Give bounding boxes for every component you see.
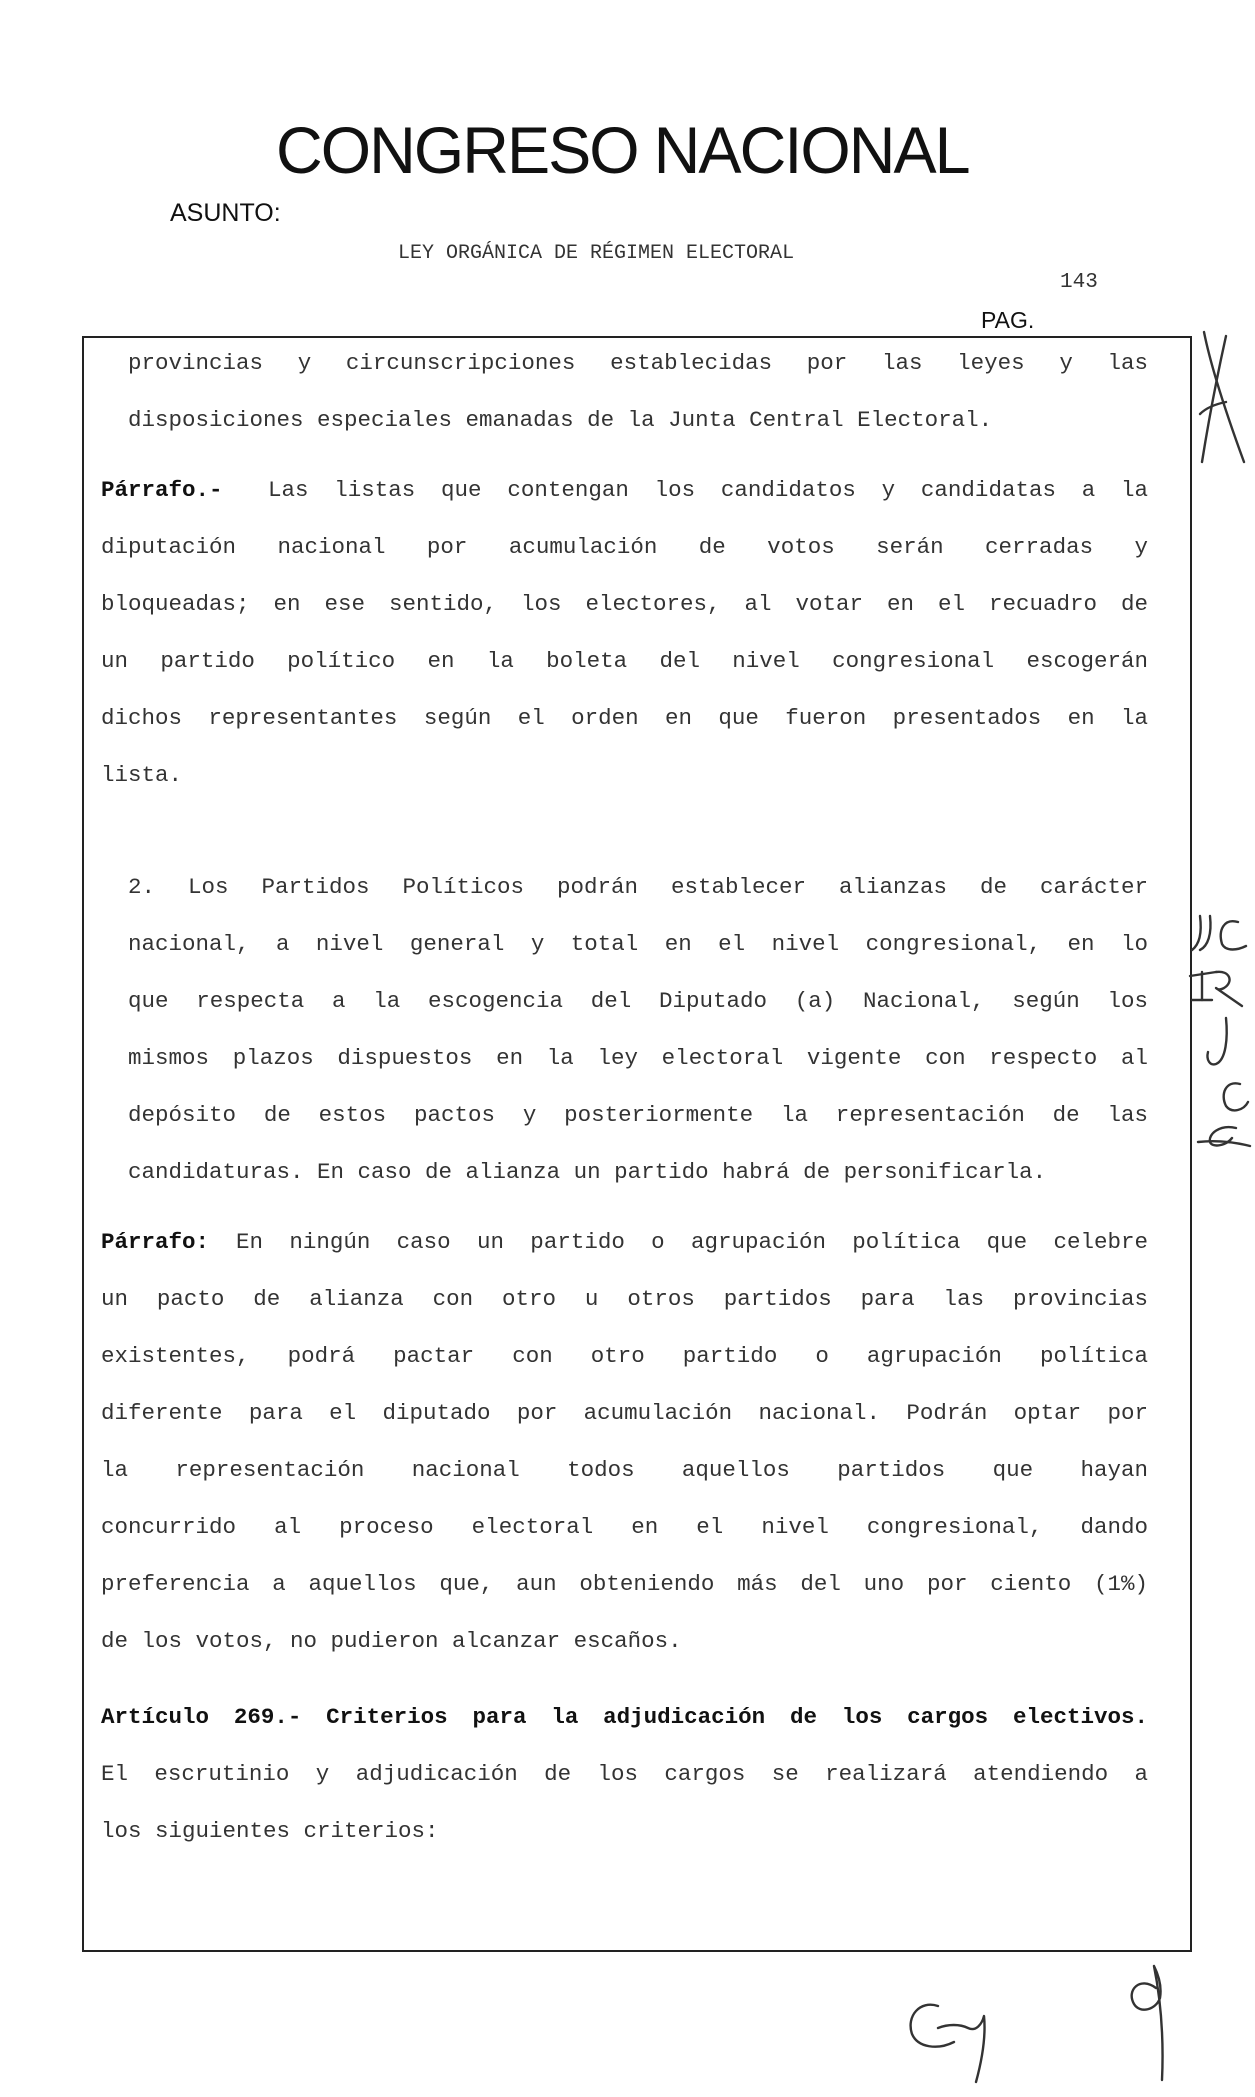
body-line: Las listas que contengan los candidatos y candidatas a la (268, 477, 1148, 503)
paragraph-label: Párrafo: (101, 1229, 210, 1255)
body-line: bloqueadas; en ese sentido, los electores, al votar en el recuadro de (101, 591, 1148, 617)
body-line: lista. (101, 762, 183, 788)
handwritten-number-mark (1118, 1956, 1178, 2086)
paragraph-line (101, 1229, 1148, 1263)
handwritten-x-mark (1196, 322, 1248, 472)
list-item-line: 2. Los Partidos Políticos podrán establecer alianzas de carácter (128, 874, 1148, 900)
body-line: El escrutinio y adjudicación de los cargos se realizará atendiendo a (101, 1761, 1148, 1787)
body-line: que respecta a la escogencia del Diputado (a) Nacional, según los (128, 988, 1148, 1014)
body-line: disposiciones especiales emanadas de la Junta Central Electoral. (128, 407, 993, 433)
institution-title: CONGRESO NACIONAL (276, 113, 969, 187)
body-line: la representación nacional todos aquellos partidos que hayan (101, 1457, 1148, 1483)
body-line: depósito de estos pactos y posteriormente la representación de las (128, 1102, 1148, 1128)
body-line: diferente para el diputado por acumulación nacional. Podrán optar por (101, 1400, 1148, 1426)
pag-label: PAG. (981, 307, 1035, 333)
article-heading: Artículo 269.- Criterios para la adjudicación de los cargos electivos. (101, 1704, 1148, 1730)
subject-text: LEY ORGÁNICA DE RÉGIMEN ELECTORAL (398, 242, 795, 265)
asunto-label: ASUNTO: (170, 199, 281, 227)
handwritten-signature (898, 1976, 1008, 2086)
body-line: diputación nacional por acumulación de votos serán cerradas y (101, 534, 1148, 560)
handwritten-initials (1186, 910, 1252, 1160)
body-line: un pacto de alianza con otro u otros partidos para las provincias (101, 1286, 1148, 1312)
body-line: nacional, a nivel general y total en el nivel congresional, en lo (128, 931, 1148, 957)
body-line: existentes, podrá pactar con otro partido o agrupación política (101, 1343, 1148, 1369)
body-line: preferencia a aquellos que, aun obteniendo más del uno por ciento (1%) (101, 1571, 1148, 1597)
body-line: un partido político en la boleta del nivel congresional escogerán (101, 648, 1148, 674)
body-line: provincias y circunscripciones establecidas por las leyes y las (128, 350, 1148, 376)
paragraph-label: Párrafo.- (101, 477, 223, 503)
paragraph-line (101, 477, 1148, 511)
page-number: 143 (1060, 271, 1098, 294)
body-line: dichos representantes según el orden en que fueron presentados en la (101, 705, 1148, 731)
body-line: candidaturas. En caso de alianza un partido habrá de personificarla. (128, 1159, 1047, 1185)
body-line: concurrido al proceso electoral en el nivel congresional, dando (101, 1514, 1148, 1540)
body-line: de los votos, no pudieron alcanzar escaños. (101, 1628, 682, 1654)
body-line: mismos plazos dispuestos en la ley electoral vigente con respecto al (128, 1045, 1148, 1071)
body-line: En ningún caso un partido o agrupación política que celebre (236, 1229, 1148, 1255)
body-line: los siguientes criterios: (101, 1818, 439, 1844)
